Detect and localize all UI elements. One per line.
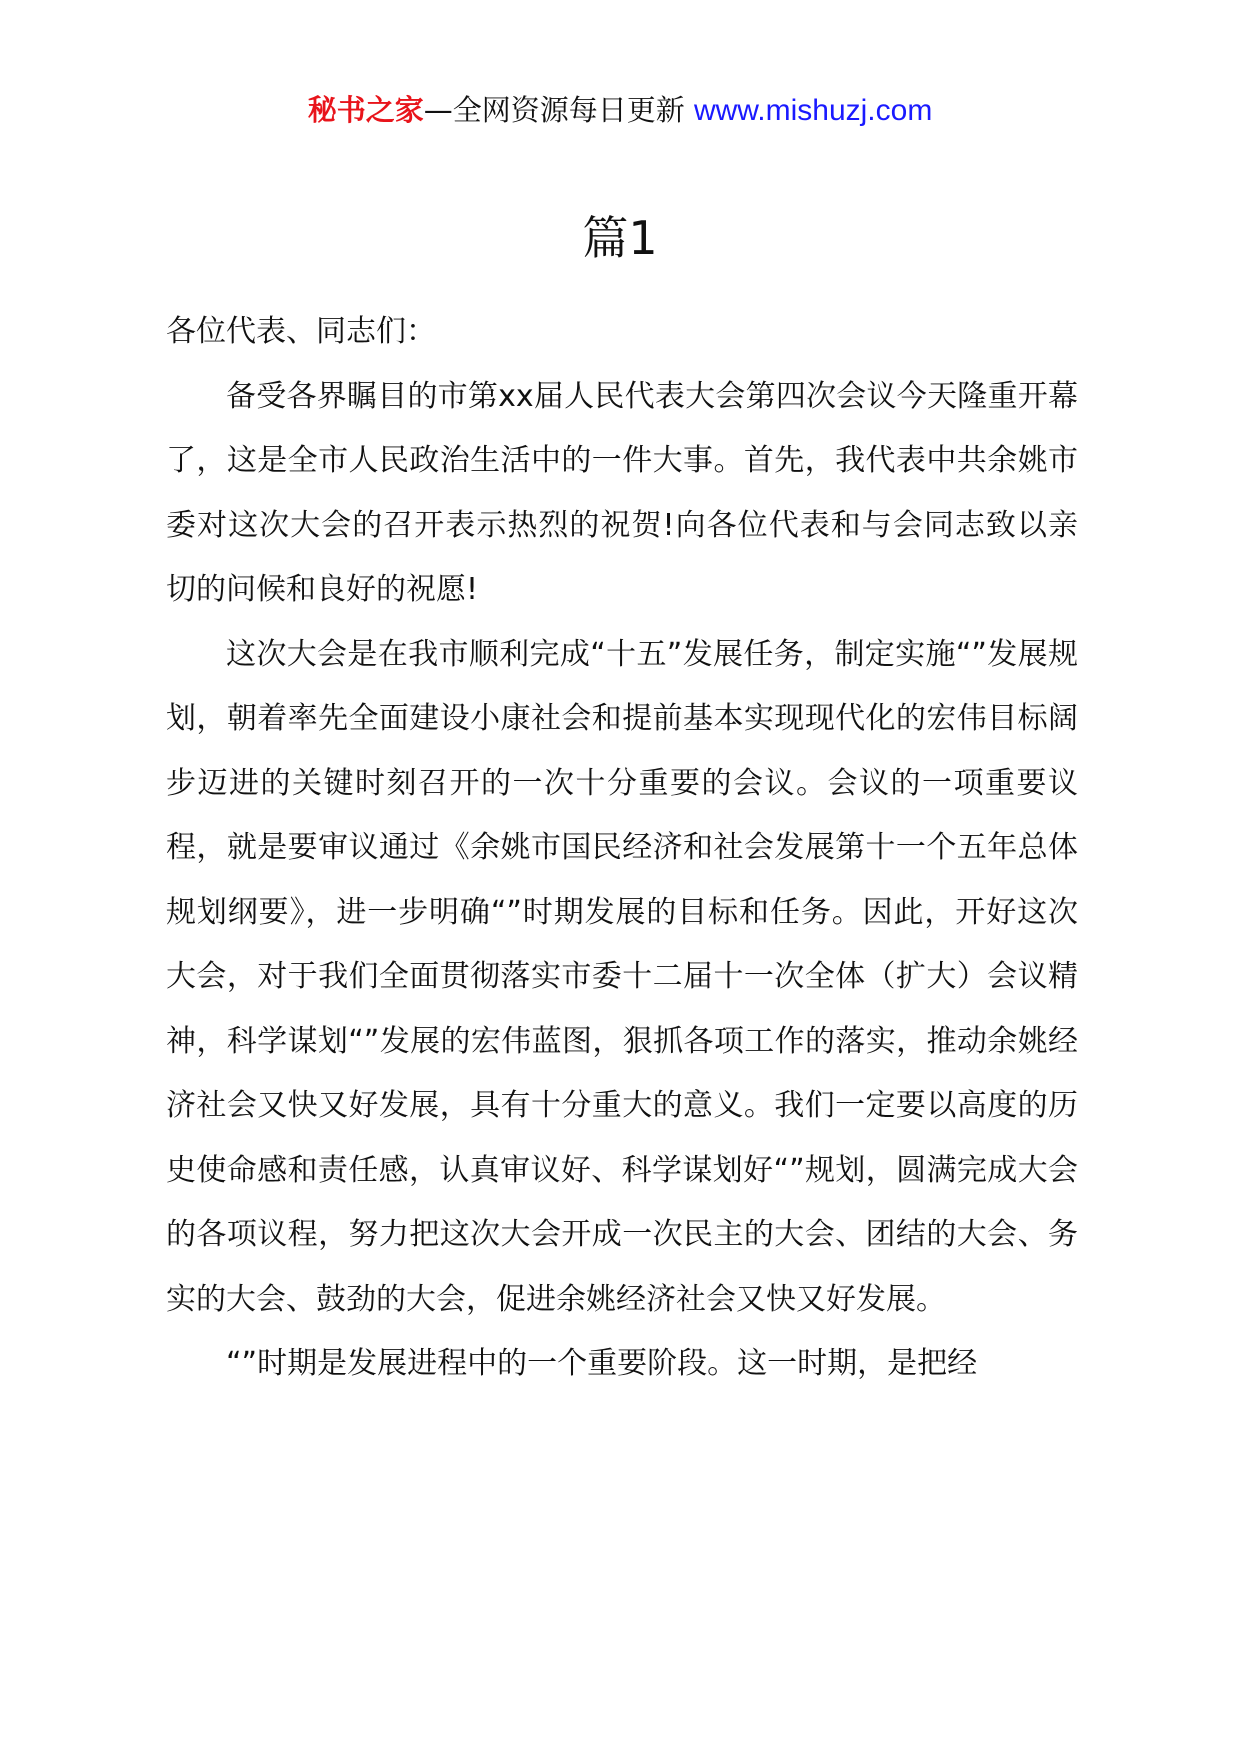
site-slogan: —全网资源每日更新	[423, 93, 685, 127]
site-url-link[interactable]: www.mishuzj.com	[693, 94, 933, 127]
document-body	[166, 300, 1078, 1397]
salutation: 各位代表、同志们：	[166, 314, 436, 349]
site-header	[0, 90, 1240, 131]
paragraph-3: “”时期是发展进程中的一个重要阶段。这一时期，是把经	[226, 1346, 978, 1381]
document-title: 篇1	[582, 211, 658, 265]
site-brand: 秘书之家	[307, 93, 424, 127]
paragraph-2: 这次大会是在我市顺利完成“十五”发展任务，制定实施“”发展规划，朝着率先全面建设小康社会和提前基本实现现代化的宏伟目标阔步迈进的关键时刻召开的一次十分重要的会议。会议的一项重要议程，就是要审议通过《余姚市国民经济和社会发展第十一个五年总体规划纲要》，进一步明确“”时期发展的目标和任务。因此，开好这次大会，对于我们全面贯彻落实市委十二届十一次全体（扩大）会议精神，科学谋划“”发展的宏伟蓝图，狠抓各项工作的落实，推动余姚经济社会又快又好发展，具有十分重大的意义。我们一定要以高度的历史使命感和责任感，认真审议好、科学谋划好“”规划，圆满完成大会的各项议程，努力把这次大会开成一次民主的大会、团结的大会、务实的大会、鼓劲的大会，促进余姚经济社会又快又好发展。	[166, 636, 1078, 1317]
paragraph-1: 备受各界瞩目的市第xx届人民代表大会第四次会议今天隆重开幕了，这是全市人民政治生活中的一件大事。首先，我代表中共余姚市委对这次大会的召开表示热烈的祝贺!向各位代表和与会同志致以亲切的问候和良好的祝愿!	[166, 378, 1078, 607]
